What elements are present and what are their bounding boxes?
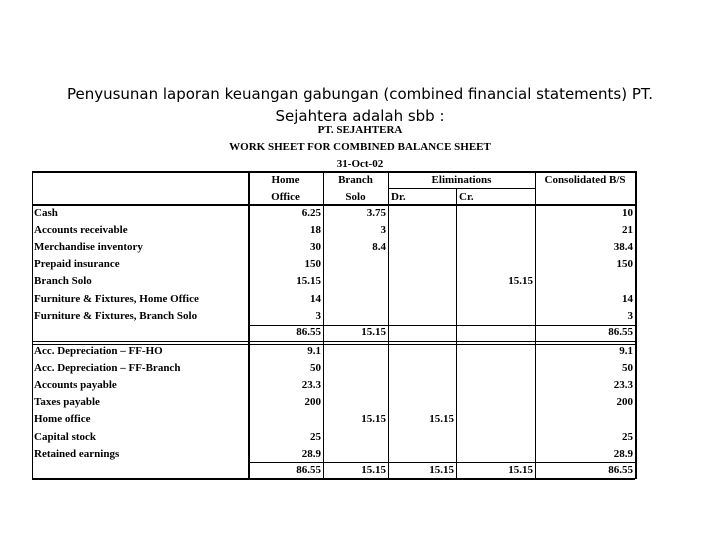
cell-branch: 15.15 bbox=[361, 326, 386, 338]
cell-consolidated: 25 bbox=[622, 430, 633, 443]
cell-home: 25 bbox=[310, 430, 321, 443]
account-label: Cash bbox=[34, 207, 58, 219]
cell-home: 3 bbox=[315, 309, 321, 322]
cell-consolidated: 50 bbox=[622, 362, 633, 375]
cell-consolidated: 86.55 bbox=[608, 464, 633, 476]
cell-consolidated: 9.1 bbox=[619, 345, 633, 357]
intro-line-2: Sejahtera adalah sbb : bbox=[275, 107, 445, 125]
cell-consolidated: 14 bbox=[622, 292, 633, 305]
cell-home: 14 bbox=[310, 292, 321, 305]
cell-consolidated: 38.4 bbox=[613, 241, 633, 254]
cell-branch: 15.15 bbox=[361, 464, 386, 476]
vrule-right bbox=[635, 171, 637, 479]
rule-header-bottom bbox=[32, 204, 635, 206]
header-home-bottom: Office bbox=[271, 191, 300, 203]
account-label: Prepaid insurance bbox=[34, 258, 120, 271]
rule-top bbox=[32, 171, 635, 173]
cell-home: 86.55 bbox=[296, 326, 321, 338]
account-label: Retained earnings bbox=[34, 447, 120, 460]
account-label: Furniture & Fixtures, Home Office bbox=[34, 292, 199, 305]
cell-consolidated: 23.3 bbox=[613, 379, 633, 392]
account-label: Accounts receivable bbox=[34, 224, 128, 237]
cell-home: 6.25 bbox=[301, 207, 321, 219]
account-label: Taxes payable bbox=[34, 396, 100, 409]
cell-consolidated: 3 bbox=[627, 309, 633, 322]
header-consolidated: Consolidated B/S bbox=[544, 174, 626, 186]
cell-consolidated: 10 bbox=[622, 207, 633, 219]
header-dr: Dr. bbox=[391, 191, 406, 203]
account-label: Branch Solo bbox=[34, 275, 92, 288]
cell-home: 9.1 bbox=[307, 345, 321, 357]
cell-branch: 15.15 bbox=[361, 413, 386, 426]
account-label: Acc. Depreciation – FF-Branch bbox=[34, 362, 181, 375]
worksheet-date: 31-Oct-02 bbox=[336, 158, 384, 170]
cell-dr: 15.15 bbox=[429, 464, 454, 476]
cell-home: 86.55 bbox=[296, 464, 321, 476]
cell-consolidated: 150 bbox=[616, 258, 633, 271]
cell-consolidated: 200 bbox=[616, 396, 633, 409]
account-label: Acc. Depreciation – FF-HO bbox=[34, 345, 163, 357]
rule-credit-start-1 bbox=[32, 341, 635, 342]
intro-line-1: Penyusunan laporan keuangan gabungan (combined financial statements) PT. bbox=[66, 85, 654, 103]
account-label: Accounts payable bbox=[34, 379, 117, 392]
cell-dr: 15.15 bbox=[429, 413, 454, 426]
rule-credit-subtotal bbox=[248, 462, 635, 463]
cell-home: 50 bbox=[310, 362, 321, 375]
vrule-left bbox=[32, 171, 33, 479]
cell-home: 28.9 bbox=[301, 447, 321, 460]
header-branch-top: Branch bbox=[338, 174, 373, 186]
account-label: Capital stock bbox=[34, 430, 97, 443]
cell-home: 18 bbox=[310, 224, 321, 237]
account-label: Furniture & Fixtures, Branch Solo bbox=[34, 309, 198, 322]
cell-cr: 15.15 bbox=[508, 464, 533, 476]
cell-cr: 15.15 bbox=[508, 275, 533, 288]
cell-branch: 3 bbox=[380, 224, 386, 237]
header-eliminations: Eliminations bbox=[431, 174, 492, 186]
header-home-top: Home bbox=[271, 174, 300, 186]
cell-home: 200 bbox=[304, 396, 321, 409]
worksheet-title: WORK SHEET FOR COMBINED BALANCE SHEET bbox=[229, 141, 491, 153]
cell-consolidated: 86.55 bbox=[608, 326, 633, 338]
vrule-dr bbox=[388, 171, 389, 479]
cell-branch: 3.75 bbox=[366, 207, 386, 219]
account-label: Home office bbox=[34, 413, 91, 426]
header-cr: Cr. bbox=[459, 191, 474, 203]
cell-home: 23.3 bbox=[301, 379, 321, 392]
cell-branch: 8.4 bbox=[372, 241, 386, 254]
company-name: PT. SEJAHTERA bbox=[317, 124, 403, 136]
cell-home: 30 bbox=[310, 241, 321, 254]
cell-home: 15.15 bbox=[296, 275, 321, 288]
cell-home: 150 bbox=[304, 258, 321, 271]
header-branch-bottom: Solo bbox=[345, 191, 366, 203]
rule-elim-under bbox=[388, 188, 535, 189]
rule-bottom bbox=[32, 478, 635, 480]
account-label: Merchandise inventory bbox=[34, 241, 143, 254]
vrule-cr bbox=[456, 188, 457, 479]
cell-consolidated: 21 bbox=[622, 224, 633, 237]
cell-consolidated: 28.9 bbox=[613, 447, 633, 460]
